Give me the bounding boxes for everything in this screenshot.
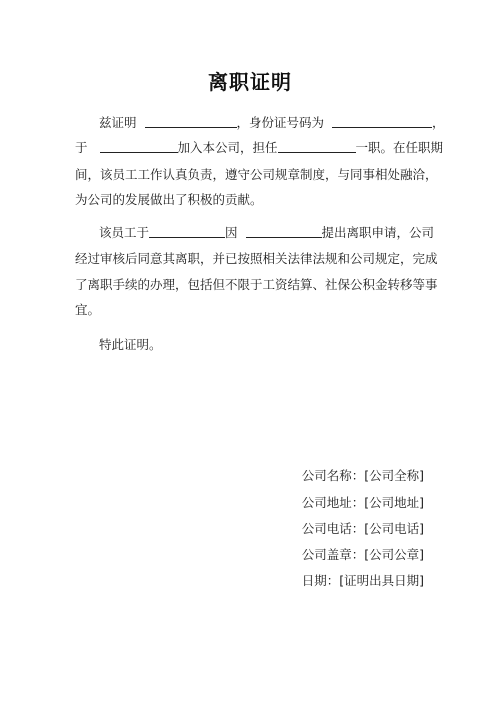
para3-line: 特此证明。 [99,337,162,352]
text: 因 [225,225,238,240]
text: 该员工于 [99,225,150,240]
text: 提出离职申请，公司 [321,225,435,240]
reason-blank [246,225,322,238]
join-date-blank [100,140,178,153]
para1-line1 [99,115,445,131]
company-address: 公司地址：[公司地址] [301,495,424,510]
position-blank [278,140,356,153]
para2-line2: 经过审核后同意其离职，并已按照相关法律法规和公司规定，完成 [75,251,438,266]
id-number-blank [332,115,432,128]
para2-line1 [99,225,434,241]
resign-date-blank [149,225,225,238]
para2-line4: 宜。 [75,302,101,317]
company-seal: 公司盖章：[公司公章] [301,547,424,562]
text: ，身份证号码为 [236,115,325,130]
para1-line4: 为公司的发展做出了积极的贡献。 [75,192,263,207]
company-phone: 公司电话：[公司电话] [301,521,424,536]
issue-date: 日期：[证明出具日期] [301,573,424,588]
para1-line2 [75,140,443,156]
company-name: 公司名称：[公司全称] [301,468,424,483]
text: 加入本公司，担任 [177,140,278,155]
document-title: 离职证明 [208,70,292,94]
name-blank [145,115,237,128]
text: 一职。在任职期 [355,140,444,155]
para1-line3: 间，该员工工作认真负责，遵守公司规章制度，与同事相处融洽， [75,167,438,182]
text: ， [432,115,445,130]
text: 于 [75,140,88,155]
text: 兹证明 [99,115,137,130]
para2-line3: 了离职手续的办理，包括但不限于工资结算、社保公积金转移等事 [75,277,438,292]
